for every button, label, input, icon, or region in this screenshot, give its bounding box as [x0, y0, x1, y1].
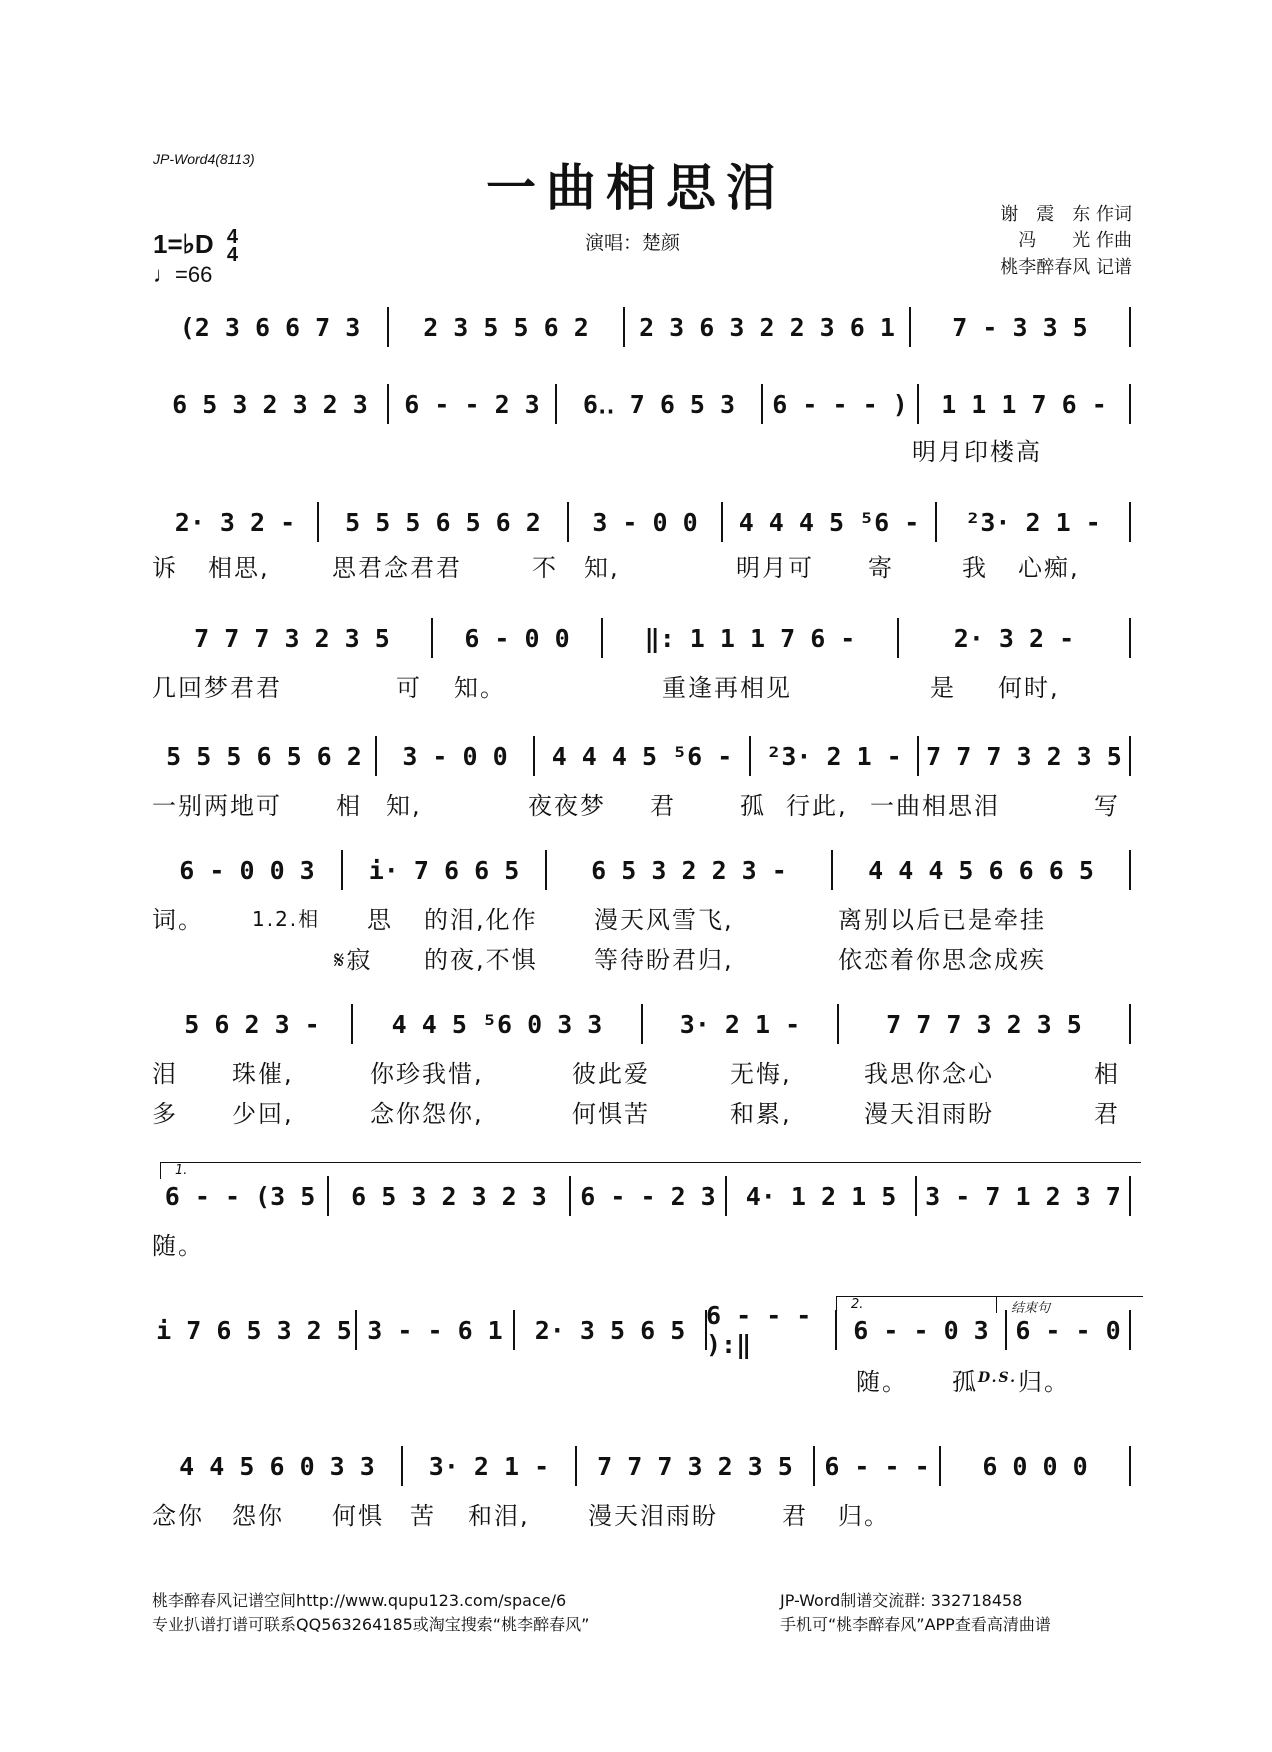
score-line6: [152, 848, 1130, 898]
singer-credit: 演唱：楚颜: [585, 232, 681, 254]
lyric-text: 念你: [152, 1502, 204, 1530]
measure: 5 6 2 3 -: [184, 1009, 320, 1039]
tempo-mark: ♩=66: [153, 262, 213, 287]
measure: 4 4 5 ⁵6 0 3 3: [391, 1009, 603, 1039]
lyric-text: 你珍我惜,: [370, 1060, 484, 1088]
lyric-text: 彼此爱: [572, 1060, 650, 1088]
measure: 1 1 1 7 6 -: [941, 389, 1107, 419]
barline: [1129, 1004, 1131, 1044]
lyric-text: 无悔,: [730, 1060, 792, 1088]
lyric-text: 等待盼君归,: [594, 946, 734, 974]
lyric-text: 1.2.相: [252, 907, 321, 931]
score-line8: [152, 1174, 1130, 1224]
measure: 6 - - 2 3: [580, 1181, 716, 1211]
measure: 6 - - (3 5: [164, 1181, 316, 1211]
measure: 6 - 0 0 3: [179, 855, 315, 885]
measure: 3 - - 6 1: [367, 1315, 503, 1345]
lyric-text: 诉: [152, 554, 178, 582]
measure: 6 - - - ):‖: [706, 1301, 812, 1359]
second-ending-label: 2.: [851, 1297, 864, 1312]
lyric-text: 离别以后已是牵挂: [838, 906, 1046, 934]
measure: 6 - - 0 3: [853, 1315, 989, 1345]
score-line2: [152, 382, 1130, 432]
footer-space-link: 桃李醉春风记谱空间http://www.qupu123.com/space/6: [152, 1591, 567, 1610]
barline: [1129, 618, 1131, 658]
measure: 2 3 6 3 2 2 3 6 1: [639, 312, 895, 342]
lyric-text: 我思你念心: [864, 1060, 994, 1088]
dal-segno-mark: D.S.: [978, 1370, 1018, 1386]
lyric-text: 知,: [584, 554, 620, 582]
measure: 6 5 3 2 2 3 -: [591, 855, 787, 885]
measure: 7 7 7 3 2 3 5: [926, 741, 1122, 771]
score-line4: [152, 616, 1130, 666]
score-line3: [152, 500, 1130, 550]
measure: 2· 3 2 -: [953, 623, 1075, 653]
lyric-text: 寄: [868, 554, 894, 582]
lyric-text: 泪: [152, 1060, 178, 1088]
song-title: 一曲相思泪: [486, 158, 786, 217]
lyric-text: 的泪,化作: [424, 906, 538, 934]
barline: [1129, 1446, 1131, 1486]
measure: 6 - - 0: [1015, 1315, 1121, 1345]
lyricist-credit: 谢 震 东 作词: [1000, 204, 1132, 225]
measure: i· 7 6 6 5: [368, 855, 520, 885]
lyric-text: 漫天泪雨盼: [864, 1100, 994, 1128]
software-label: JP-Word4(8113): [153, 151, 255, 167]
lyric-text: 何惧苦: [572, 1100, 650, 1128]
lyric-text: 心痴,: [1018, 554, 1080, 582]
first-ending-bracket: [160, 1162, 1141, 1179]
barline: [1129, 1176, 1131, 1216]
lyric-text: 写: [1094, 792, 1120, 820]
measure: 3 - 7 1 2 3 7: [925, 1181, 1121, 1211]
lyric-text: 念你怨你,: [370, 1100, 484, 1128]
key-label: 1=♭D: [153, 228, 214, 259]
measure: 6 - - - ): [772, 389, 908, 419]
measure: 3 - 0 0: [592, 507, 698, 537]
lyric-text: 明月可: [736, 554, 814, 582]
lyric-text: 随。: [856, 1368, 908, 1396]
score-line7: [152, 1002, 1130, 1052]
measure: 6 0 0 0: [982, 1451, 1088, 1481]
lyric-text: 知,: [386, 792, 422, 820]
second-ending-bracket: [836, 1296, 1001, 1313]
measure: 4 4 4 5 ⁵6 -: [551, 741, 733, 771]
measure: 2 3 5 5 6 2: [423, 312, 589, 342]
footer-app: 手机可“桃李醉春风”APP查看高清曲谱: [780, 1615, 1051, 1634]
transcriber-credit: 桃李醉春风 记谱: [1000, 257, 1132, 278]
lyric-text: 思君念君君: [332, 554, 462, 582]
composer-credit: 冯 光 作曲: [1018, 230, 1132, 251]
key-signature: [153, 228, 238, 264]
measure: i 7 6 5 3 2 5: [156, 1315, 352, 1345]
score-line10: [152, 1444, 1130, 1494]
lyric-text: 归。: [838, 1502, 890, 1530]
lyric-text: 行此,: [786, 792, 848, 820]
measure: 4 4 4 5 ⁵6 -: [738, 507, 920, 537]
measure: 3· 2 1 -: [428, 1451, 550, 1481]
time-signature: [227, 228, 238, 264]
measure: 7 - 3 3 5: [952, 312, 1088, 342]
measure: 5 5 5 6 5 6 2: [345, 507, 541, 537]
measure: 7 7 7 3 2 3 5: [194, 623, 390, 653]
barline: [1129, 736, 1131, 776]
lyric-text: 漫天泪雨盼: [588, 1502, 718, 1530]
lyric-text: 怨你: [232, 1502, 284, 1530]
measure: 4 4 4 5 6 6 6 5: [868, 855, 1094, 885]
lyric-text: 一曲相思泪: [870, 792, 1000, 820]
lyric-text: 君: [1094, 1100, 1120, 1128]
lyric-text: 归。: [1018, 1368, 1070, 1396]
measure: 6‥ 7 6 5 3: [582, 389, 736, 419]
footer-contact: 专业扒谱打谱可联系QQ563264185或淘宝搜索“桃李醉春风”: [152, 1615, 590, 1634]
barline: [1129, 384, 1131, 424]
barline: [1129, 307, 1131, 347]
measure: ²3· 2 1 -: [965, 507, 1101, 537]
lyric-text: 何时,: [998, 674, 1060, 702]
barline: [1129, 850, 1131, 890]
lyric-text: 相: [336, 792, 362, 820]
lyric-text: 相: [1094, 1060, 1120, 1088]
lyric-text: 相思,: [208, 554, 270, 582]
meter-top: 4: [226, 226, 239, 248]
barline: [1129, 502, 1131, 542]
lyric-text: 漫天风雪飞,: [594, 906, 734, 934]
lyric-text: 依恋着你思念成疾: [838, 946, 1046, 974]
lyric-text: 多: [152, 1100, 178, 1128]
lyric-text: 孤: [740, 792, 766, 820]
final-ending-label: 结束句: [1011, 1301, 1051, 1316]
lyric-text: 孤: [952, 1368, 978, 1396]
measure: 5 5 5 6 5 6 2: [166, 741, 362, 771]
lyric-text: 不: [532, 554, 558, 582]
barline: [1129, 1310, 1131, 1350]
lyric-text: 几回梦君君: [152, 674, 282, 702]
score-line9: [152, 1301, 1130, 1359]
measure: 7 7 7 3 2 3 5: [597, 1451, 793, 1481]
measure: 2· 3 2 -: [174, 507, 296, 537]
lyric-text: 苦: [410, 1502, 436, 1530]
lyric-text: 的夜,不惧: [424, 946, 538, 974]
first-ending-label: 1.: [175, 1163, 188, 1178]
measure: 7 7 7 3 2 3 5: [886, 1009, 1082, 1039]
lyric-text: 君: [650, 792, 676, 820]
lyric-text: 一别两地可: [152, 792, 282, 820]
lyric-text: 何惧: [332, 1502, 384, 1530]
lyric-text: 君: [782, 1502, 808, 1530]
lyric-text: 词。: [152, 906, 204, 934]
score-line5: [152, 734, 1130, 784]
lyric-text: 我: [962, 554, 988, 582]
lyric-text: 明月印楼高: [912, 438, 1042, 466]
measure: ²3· 2 1 -: [766, 741, 902, 771]
measure: 3 - 0 0: [402, 741, 508, 771]
footer-group: JP-Word制谱交流群: 332718458: [780, 1591, 1023, 1610]
measure: 3· 2 1 -: [679, 1009, 801, 1039]
measure: ‖: 1 1 1 7 6 -: [644, 623, 856, 653]
score-line1: [152, 305, 1130, 355]
lyric-text: 和泪,: [468, 1502, 530, 1530]
lyric-text: 重逢再相见: [662, 674, 792, 702]
lyric-text: 随。: [152, 1232, 204, 1260]
measure: 6 - - 2 3: [404, 389, 540, 419]
lyric-text: 𝄋寂: [334, 946, 373, 974]
lyric-text: 夜夜梦: [528, 792, 606, 820]
lyric-text: 珠催,: [232, 1060, 294, 1088]
lyric-text: 少回,: [232, 1100, 294, 1128]
measure: 4· 1 2 1 5: [745, 1181, 897, 1211]
lyric-text: 知。: [454, 674, 506, 702]
lyric-text: 和累,: [730, 1100, 792, 1128]
lyric-text: 思: [367, 906, 393, 934]
measure: 6 5 3 2 3 2 3: [172, 389, 368, 419]
measure: 6 5 3 2 3 2 3: [351, 1181, 547, 1211]
meter-bottom: 4: [226, 244, 239, 266]
measure: (2 3 6 6 7 3: [179, 312, 361, 342]
final-ending-bracket: [996, 1296, 1143, 1316]
lyric-text: 是: [930, 674, 956, 702]
measure: 4 4 5 6 0 3 3: [179, 1451, 375, 1481]
measure: 6 - - -: [824, 1451, 930, 1481]
lyric-text: 可: [396, 674, 422, 702]
measure: 6 - 0 0: [464, 623, 570, 653]
measure: 2· 3 5 6 5: [534, 1315, 686, 1345]
